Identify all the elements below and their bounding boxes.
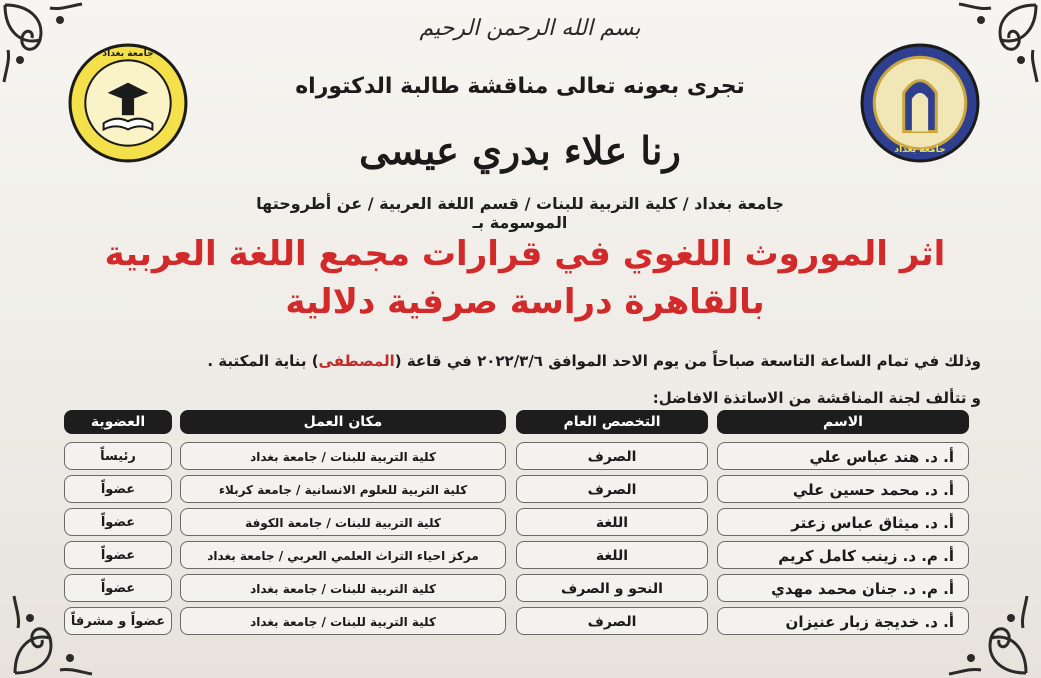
- table-row: [0, 508, 1041, 538]
- member-role: عضواً: [64, 475, 172, 503]
- table-row: [0, 607, 1041, 637]
- table-row: [0, 442, 1041, 472]
- member-workplace: كلية التربية للبنات / جامعة بغداد: [180, 574, 506, 602]
- member-workplace: مركز احياء التراث العلمي العربي / جامعة بغداد: [180, 541, 506, 569]
- member-specialty: النحو و الصرف: [516, 574, 708, 602]
- member-workplace: كلية التربية للبنات / جامعة بغداد: [180, 607, 506, 635]
- column-header-role: العضوية: [64, 410, 172, 434]
- member-specialty: اللغة: [516, 541, 708, 569]
- member-role: عضواً و مشرفاً: [64, 607, 172, 635]
- member-name: أ. د. هند عباس علي: [717, 442, 969, 470]
- member-workplace: كلية التربية للبنات / جامعة الكوفة: [180, 508, 506, 536]
- member-name: أ. د. محمد حسين علي: [717, 475, 969, 503]
- member-specialty: الصرف: [516, 442, 708, 470]
- column-header-workplace: مكان العمل: [180, 410, 506, 434]
- schedule-text-start: وذلك في تمام الساعة التاسعة صباحاً من يوم الاحد الموافق ٢٠٢٢/٣/٦ في قاعة (: [394, 352, 981, 370]
- member-name: أ. د. ميثاق عباس زعتر: [717, 508, 969, 536]
- member-role: عضواً: [64, 541, 172, 569]
- intro-line: تجرى بعونه تعالى مناقشة طالبة الدكتوراه: [295, 74, 745, 99]
- member-role: عضواً: [64, 508, 172, 536]
- thesis-title: اثر الموروث اللغوي في قرارات مجمع اللغة العربية بالقاهرة دراسة صرفية دلالية: [104, 234, 946, 322]
- college-logo: [67, 42, 189, 164]
- table-row: [0, 541, 1041, 571]
- member-name: أ. م. د. زينب كامل كريم: [717, 541, 969, 569]
- column-header-name: الاسم: [717, 410, 969, 434]
- member-role: عضواً: [64, 574, 172, 602]
- member-workplace: كلية التربية للعلوم الانسانية / جامعة كربلاء: [180, 475, 506, 503]
- committee-intro: و تتألف لجنة المناقشة من الاساتذة الافاضل:: [652, 389, 981, 407]
- schedule-details: [41, 352, 981, 370]
- member-role: رئيساً: [64, 442, 172, 470]
- hall-name: المصطفى: [318, 352, 395, 370]
- svg-text:جامعة بغداد: جامعة بغداد: [102, 49, 154, 60]
- candidate-name: رنا علاء بدري عيسى: [359, 128, 681, 173]
- column-header-specialty: التخصص العام: [516, 410, 708, 434]
- member-workplace: كلية التربية للبنات / جامعة بغداد: [180, 442, 506, 470]
- member-specialty: الصرف: [516, 475, 708, 503]
- member-specialty: اللغة: [516, 508, 708, 536]
- university-logo: [859, 42, 981, 164]
- table-row: [0, 574, 1041, 604]
- member-specialty: الصرف: [516, 607, 708, 635]
- svg-text:جامعة بغداد: جامعة بغداد: [894, 144, 946, 155]
- table-row: [0, 475, 1041, 505]
- schedule-text-end: ) بناية المكتبة .: [207, 352, 319, 370]
- basmala: بسم الله الرحمن الرحيم: [419, 16, 641, 41]
- member-name: أ. د. خديجة زبار عنيزان: [717, 607, 969, 635]
- affiliation-line: جامعة بغداد / كلية التربية للبنات / قسم اللغة العربية / عن أطروحتها الموسومة بـ: [256, 194, 784, 232]
- member-name: أ. م. د. جنان محمد مهدي: [717, 574, 969, 602]
